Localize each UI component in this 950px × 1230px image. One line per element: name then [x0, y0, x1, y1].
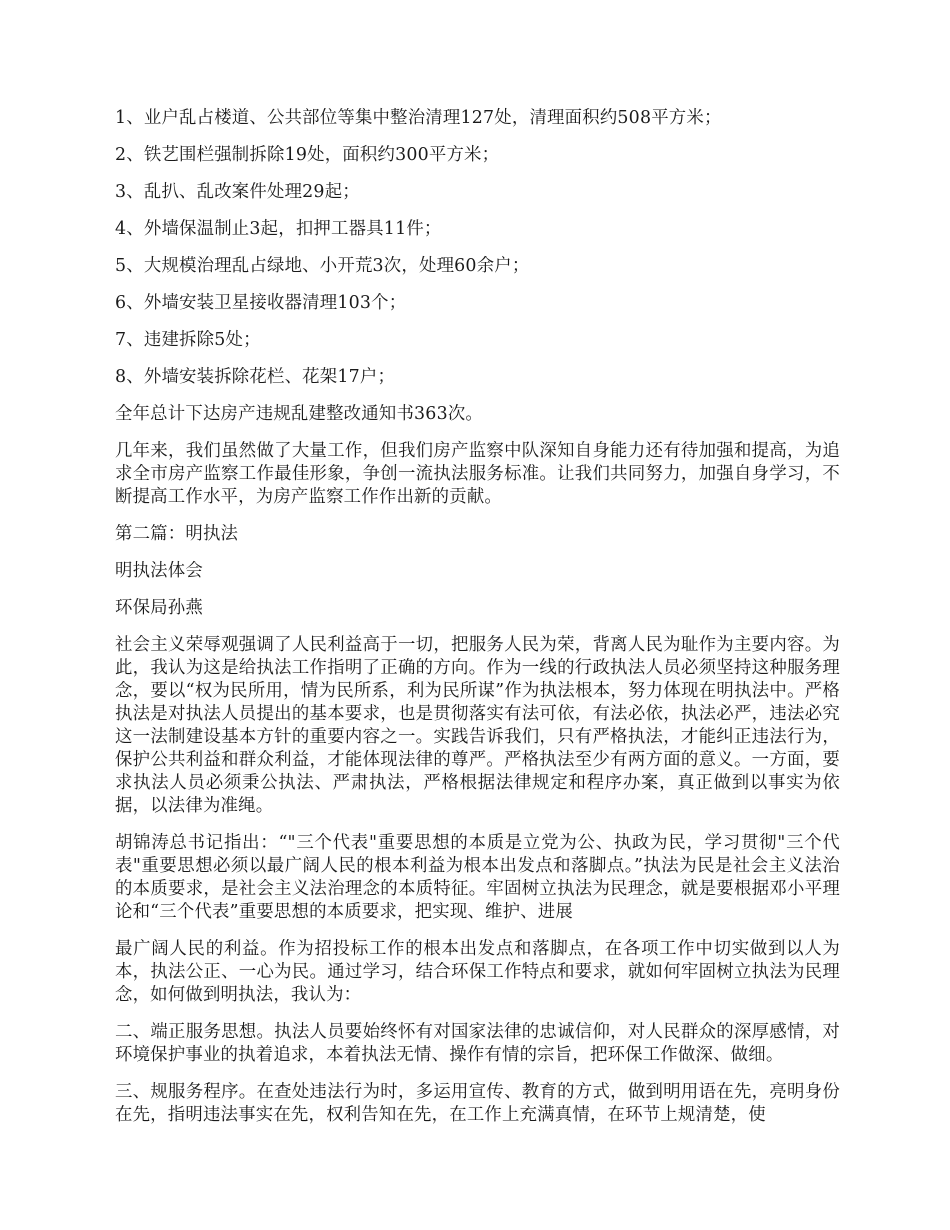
- list-item: 3、乱扒、乱改案件处理29起；: [115, 182, 360, 202]
- body-paragraph: 三、规服务程序。在查处违法行为时，多运用宣传、教育的方式，做到明用语在先，亮明身份在先，指明违法事实在先，权利告知在先，在工作上充满真情，在环节上规清楚，使: [115, 1082, 840, 1125]
- list-item: 6、外墙安装卫星接收器清理103个；: [115, 293, 407, 313]
- body-paragraph: 社会主义荣辱观强调了人民利益高于一切，把服务人民为荣，背离人民为耻作为主要内容。为此，我认为这是给执法工作指明了正确的方向。作为一线的行政执法人员必须坚持这种服务理念，要以“权为民所用，情为民所系，利为民所谋”作为执法根本，努力体现在明执法中。严格执法是对执法人员提出的基本要求，也是贯彻落实有法可依，有法必依，执法必严，违法必究这一法制建设基本方针的重要内容之一。实践告诉我们，只有严格执法，才能纠正违法行为，保护公共利益和群众利益，才能体现法律的尊严。严格执法至少有两方面的意义。一方面，要求执法人员必须秉公执法、严肃执法，严格根据法律规定和程序办案，真正做到以事实为依据，以法律为准绳。: [115, 635, 840, 816]
- list-item: 1、业户乱占楼道、公共部位等集中整治清理127处，清理面积约508平方米；: [115, 108, 722, 128]
- summary-line: 全年总计下达房产违规乱建整改通知书363次。: [115, 404, 484, 424]
- author-line: 环保局孙燕: [115, 598, 203, 618]
- section-heading: 第二篇：明执法: [115, 524, 239, 544]
- body-paragraph: 最广阔人民的利益。作为招投标工作的根本出发点和落脚点，在各项工作中切实做到以人为本，执法公正、一心为民。通过学习，结合环保工作特点和要求，就如何牢固树立执法为民理念，如何做到明执法，我认为：: [115, 939, 840, 1005]
- list-item: 4、外墙保温制止3起，扣押工器具11件；: [115, 219, 442, 239]
- list-item: 8、外墙安装拆除花栏、花架17户；: [115, 367, 396, 387]
- article-title: 明执法体会: [115, 561, 203, 581]
- closing-paragraph: 几年来，我们虽然做了大量工作，但我们房产监察中队深知自身能力还有待加强和提高，为追求全市房产监察工作最佳形象，争创一流执法服务标准。让我们共同努力，加强自身学习，不断提高工作水平，为房产监察工作作出新的贡献。: [115, 441, 840, 507]
- list-item: 5、大规模治理乱占绿地、小开荒3次，处理60余户；: [115, 256, 530, 276]
- list-item: 7、违建拆除5处；: [115, 330, 261, 350]
- body-paragraph: 二、端正服务思想。执法人员要始终怀有对国家法律的忠诚信仰，对人民群众的深厚感情，对环境保护事业的执着追求，本着执法无情、操作有情的宗旨，把环保工作做深、做细。: [115, 1022, 840, 1065]
- list-item: 2、铁艺围栏强制拆除19处，面积约300平方米；: [115, 145, 500, 165]
- body-paragraph: 胡锦涛总书记指出：“"三个代表"重要思想的本质是立党为公、执政为民，学习贯彻"三个代表"重要思想必须以最广阔人民的根本利益为根本出发点和落脚点。”执法为民是社会主义法治的本质要求，是社会主义法治理念的本质特征。牢固树立执法为民理念，就是要根据邓小平理论和“三个代表”重要思想的本质要求，把实现、维护、进展: [115, 833, 841, 922]
- document-body: [115, 107, 840, 1141]
